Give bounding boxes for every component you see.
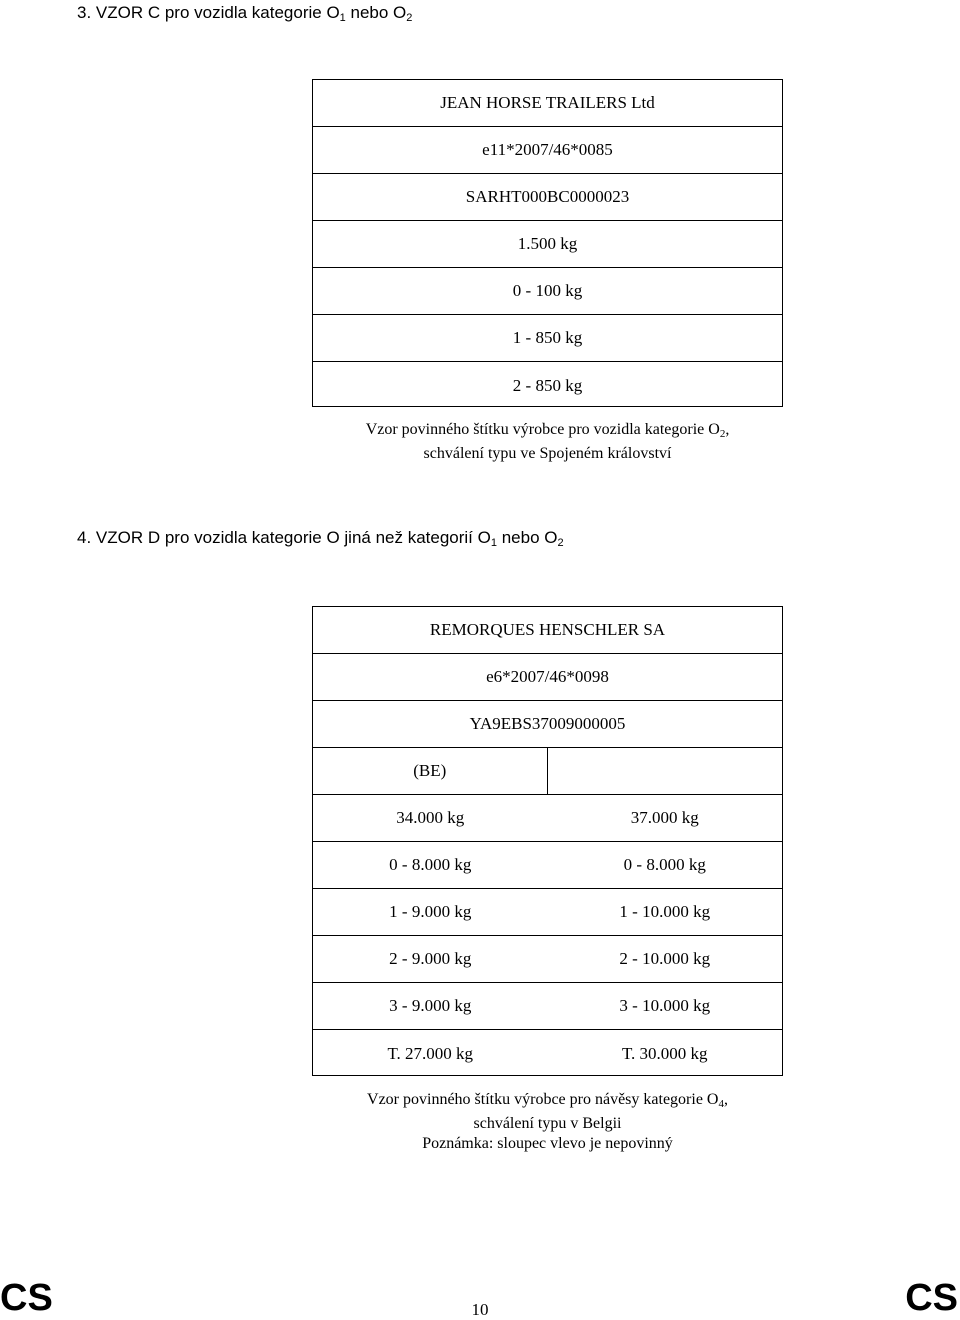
plate-c-row-axle-2: 2 - 850 kg [512, 375, 583, 395]
plate-d-cell-right: 0 - 8.000 kg [623, 855, 706, 874]
language-mark-right: CS [905, 1277, 958, 1319]
heading-text: nebo O [345, 3, 407, 22]
plate-c-row-max-mass: 1.500 kg [313, 221, 782, 268]
section-d-heading [77, 528, 564, 549]
plate-c-caption [312, 420, 783, 464]
heading-subscript: 2 [406, 12, 413, 24]
caption-text: Vzor povinného štítku výrobce pro vozidla kategorie O [365, 421, 720, 438]
caption-line: schválení typu v Belgii [473, 1115, 622, 1132]
plate-d-cell-empty [548, 748, 783, 794]
plate-c-row-vin: SARHT000BC0000023 [313, 174, 782, 221]
plate-d-cell-left: 1 - 9.000 kg [389, 902, 472, 921]
caption-line: schválení typu ve Spojeném království [423, 445, 672, 462]
plate-c-row-approval: e11*2007/46*0085 [313, 127, 782, 174]
caption-subscript: 4 [718, 1098, 724, 1110]
plate-d-table [312, 606, 783, 1076]
plate-d-row-axle-1 [313, 889, 782, 936]
plate-c-row-manufacturer: JEAN HORSE TRAILERS Ltd [313, 80, 782, 127]
plate-d-row-coupling-load [313, 842, 782, 889]
heading-subscript: 1 [339, 12, 346, 24]
plate-d-row-axle-2 [313, 936, 782, 983]
plate-c-row-coupling-load: 0 - 100 kg [313, 268, 782, 315]
plate-d-cell-left: 3 - 9.000 kg [389, 996, 472, 1015]
plate-d-row-vin: YA9EBS37009000005 [313, 701, 782, 748]
heading-subscript: 2 [557, 537, 564, 549]
caption-text: Vzor povinného štítku výrobce pro návěsy kategorie O [367, 1091, 719, 1108]
language-mark-left: CS [0, 1277, 53, 1319]
plate-c-table [312, 79, 783, 407]
plate-d-row-manufacturer: REMORQUES HENSCHLER SA [313, 607, 782, 654]
plate-d-row-country [313, 748, 782, 795]
plate-d-row-total [313, 1030, 782, 1077]
plate-d-row-max-mass [313, 795, 782, 842]
plate-c-row-axle-1: 1 - 850 kg [313, 315, 782, 362]
plate-d-cell-country [313, 748, 548, 794]
heading-text: 3. VZOR C pro vozidla kategorie O [77, 3, 340, 22]
plate-d-cell-right: T. 30.000 kg [621, 1043, 708, 1063]
plate-d-cell-right: 3 - 10.000 kg [619, 996, 711, 1015]
page-number: 10 [471, 1300, 489, 1319]
plate-d-caption [312, 1090, 783, 1154]
heading-subscript: 1 [490, 537, 497, 549]
plate-d-cell-left: 2 - 9.000 kg [389, 949, 472, 968]
caption-text: , [723, 1091, 728, 1108]
section-c-heading [77, 3, 412, 24]
caption-text: , [725, 421, 730, 438]
country-code: (BE) [413, 761, 447, 780]
heading-text: 4. VZOR D pro vozidla kategorie O jiná než kategorií O [77, 528, 491, 547]
caption-line [312, 1090, 783, 1114]
caption-subscript: 2 [719, 428, 726, 440]
plate-d-row-approval: e6*2007/46*0098 [313, 654, 782, 701]
plate-d-cell-left: T. 27.000 kg [387, 1043, 474, 1063]
plate-d-cell-left: 0 - 8.000 kg [389, 855, 472, 874]
plate-d-cell-right: 37.000 kg [630, 808, 699, 827]
caption-line [312, 420, 783, 444]
plate-d-cell-right: 2 - 10.000 kg [619, 949, 711, 968]
plate-d-cell-left: 34.000 kg [396, 808, 465, 827]
plate-d-row-axle-3 [313, 983, 782, 1030]
heading-text: nebo O [496, 528, 558, 547]
caption-line: Poznámka: sloupec vlevo je nepovinný [422, 1135, 673, 1152]
plate-d-cell-right: 1 - 10.000 kg [619, 902, 711, 921]
